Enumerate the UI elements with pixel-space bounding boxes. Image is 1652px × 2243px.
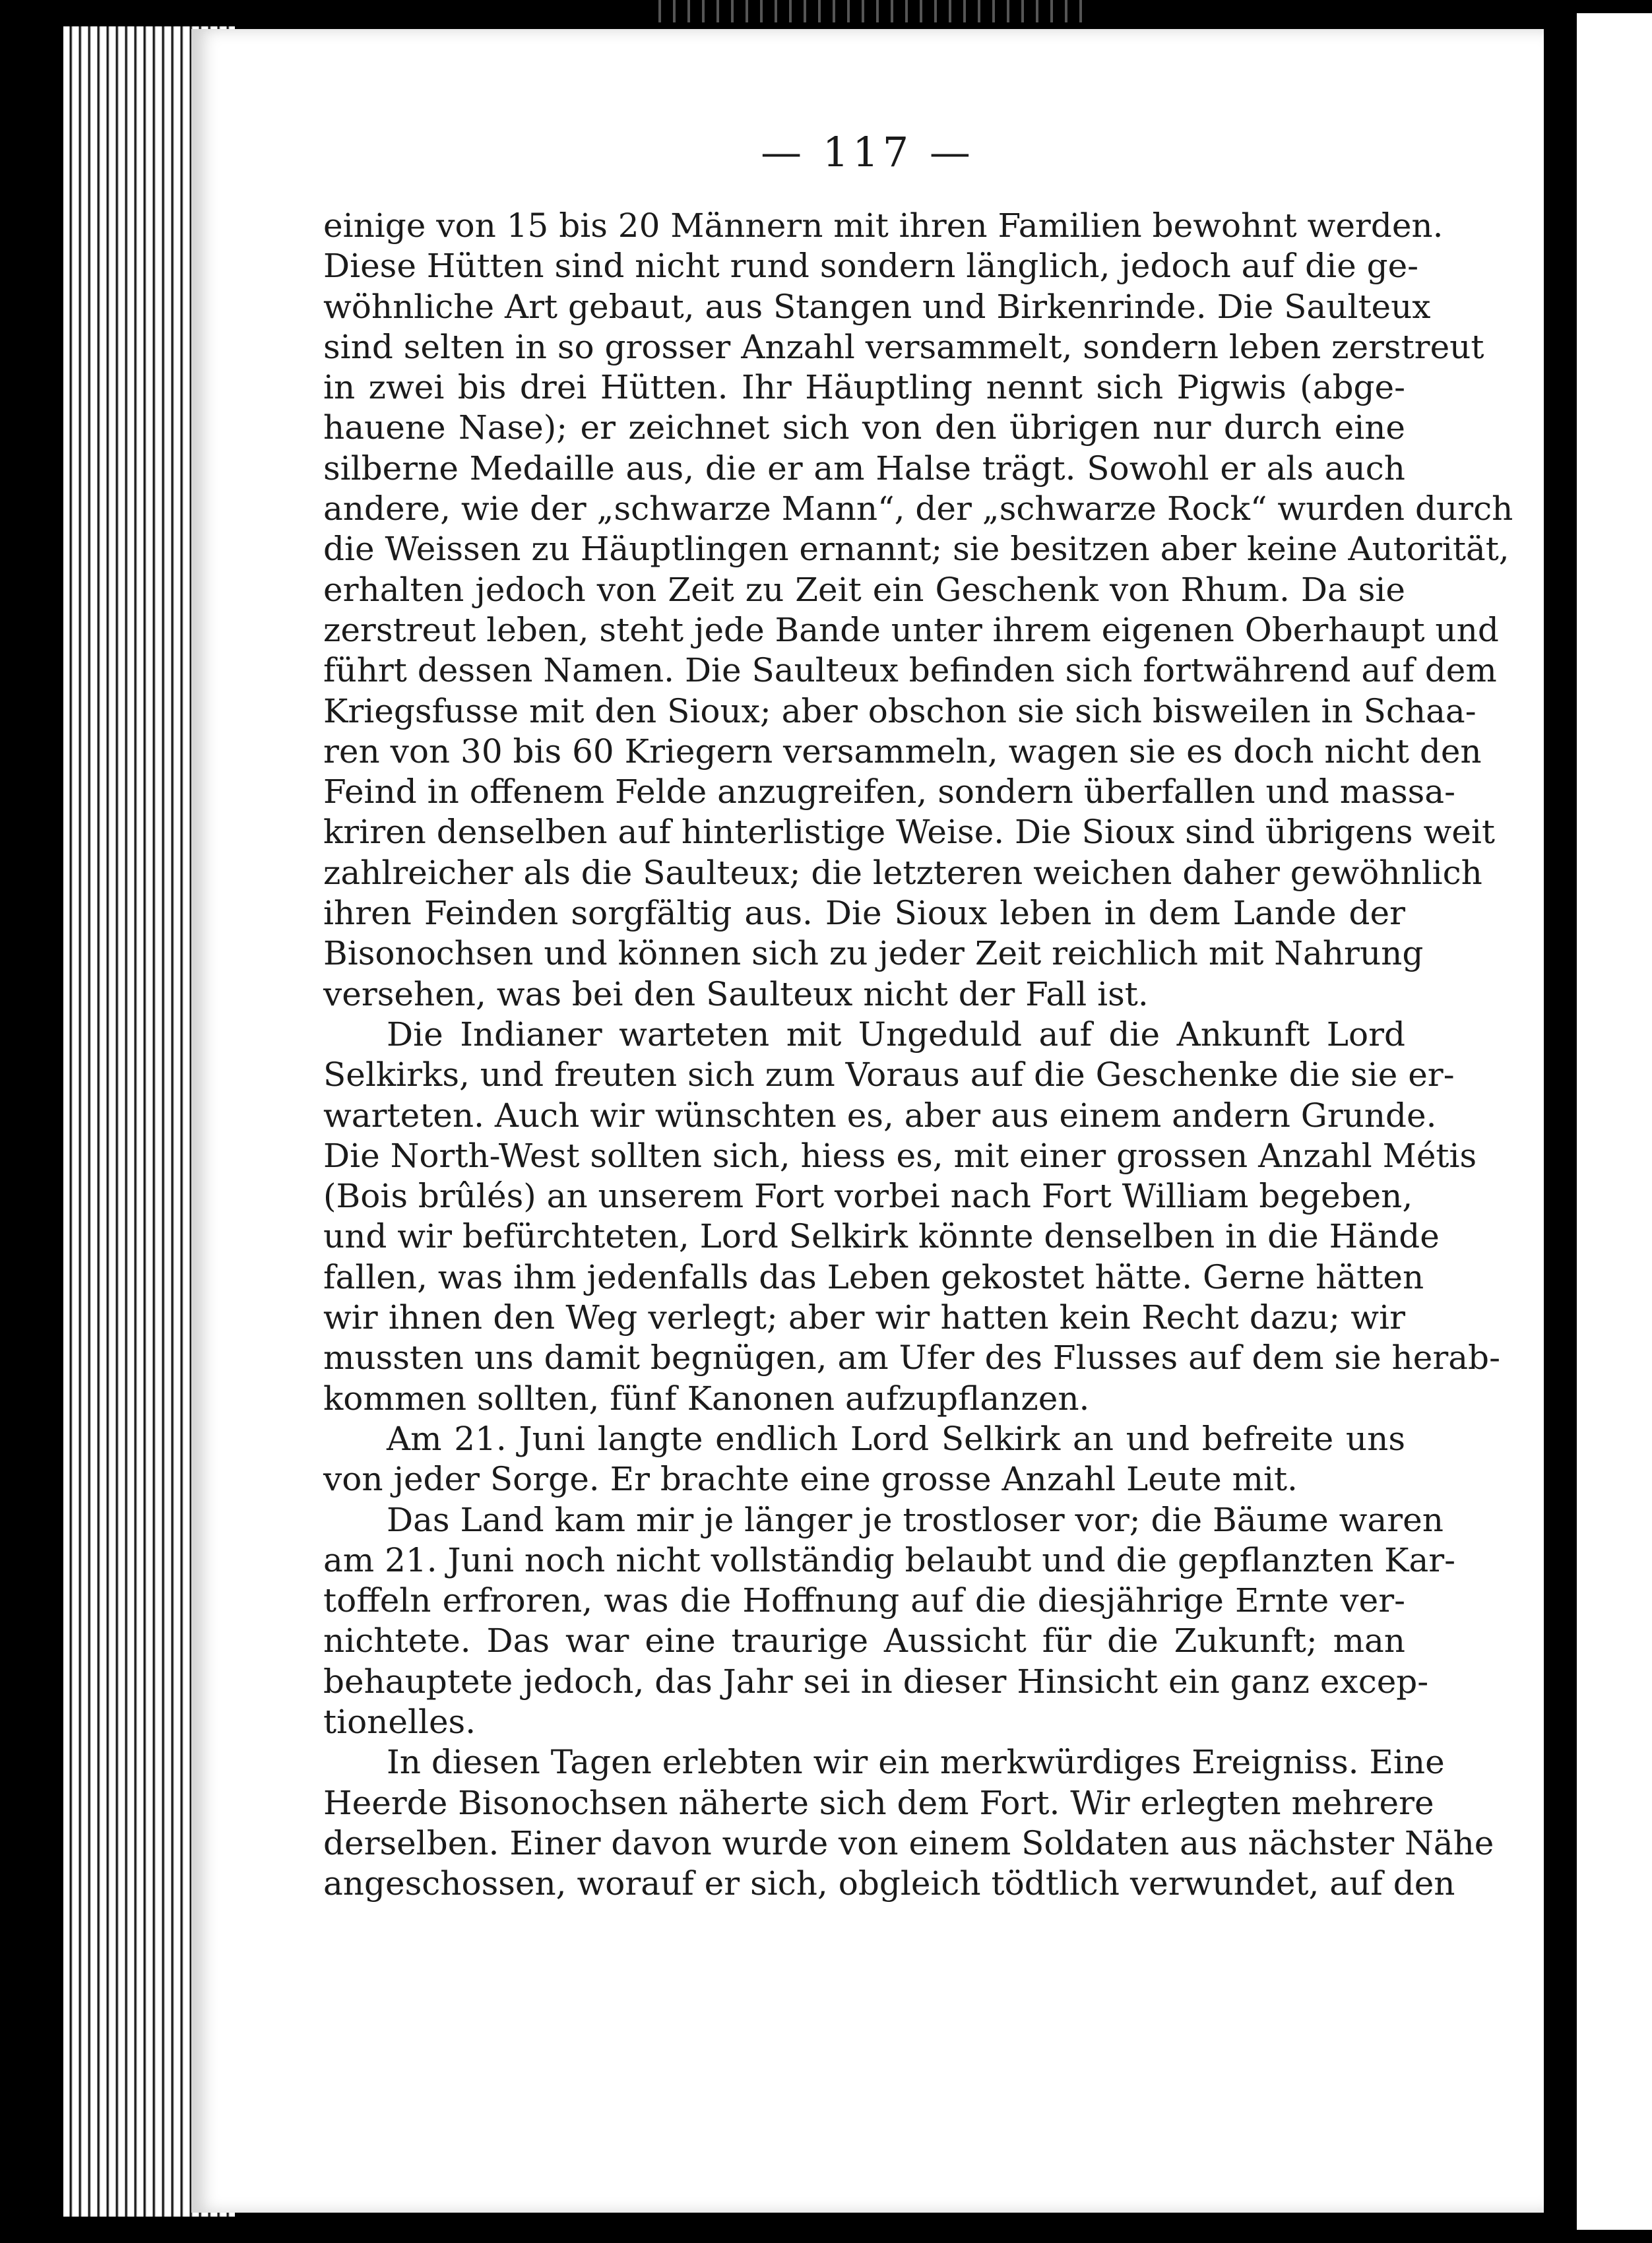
text-line: Diese Hütten sind nicht rund sondern länglich, jedoch auf die ge- xyxy=(323,247,1419,286)
text-line: nichtete. Das war eine traurige Aussicht für die Zukunft; man xyxy=(323,1622,1405,1660)
text-line: am 21. Juni noch nicht vollständig belaubt und die gepflanzten Kar- xyxy=(323,1540,1456,1579)
text-line: Das Land kam mir je länger je trostloser vor; die Bäume waren xyxy=(387,1500,1444,1539)
text-line: In diesen Tagen erlebten wir ein merkwürdiges Ereigniss. Eine xyxy=(387,1743,1445,1782)
text-line: Die North-West sollten sich, hiess es, mit einer grossen Anzahl Métis xyxy=(323,1136,1477,1175)
text-line: Selkirks, und freuten sich zum Voraus auf die Geschenke die sie er- xyxy=(323,1056,1455,1094)
text-line: warteten. Auch wir wünschten es, aber aus einem andern Grunde. xyxy=(323,1096,1437,1135)
text-line: hauene Nase); er zeichnet sich von den übrigen nur durch eine xyxy=(323,408,1405,447)
text-line: (Bois brûlés) an unserem Fort vorbei nach Fort William begeben, xyxy=(323,1177,1413,1216)
text-line: Am 21. Juni langte endlich Lord Selkirk an und befreite uns xyxy=(387,1419,1405,1458)
text-line: andere, wie der „schwarze Mann“, der „schwarze Rock“ wurden durch xyxy=(323,490,1513,528)
text-line: wir ihnen den Weg verlegt; aber wir hatten kein Recht dazu; wir xyxy=(323,1298,1405,1337)
text-line: Feind in offenem Felde anzugreifen, sondern überfallen und massa- xyxy=(323,773,1455,811)
text-line: zahlreicher als die Saulteux; die letzteren weichen daher gewöhnlich xyxy=(323,853,1482,892)
text-line: Die Indianer warteten mit Ungeduld auf die Ankunft Lord xyxy=(387,1015,1405,1054)
text-line: versehen, was bei den Saulteux nicht der Fall ist. xyxy=(323,974,1149,1013)
paragraph xyxy=(323,1015,1500,1419)
text-line: Kriegsfusse mit den Sioux; aber obschon sie sich bisweilen in Schaa- xyxy=(323,691,1477,730)
text-line: kommen sollten, fünf Kanonen aufzupflanzen. xyxy=(323,1379,1090,1418)
text-line: wöhnliche Art gebaut, aus Stangen und Birkenrinde. Die Saulteux xyxy=(323,287,1431,326)
text-line: tionelles. xyxy=(323,1702,476,1741)
book-binding-top xyxy=(647,0,1082,22)
page-text xyxy=(323,206,1513,1904)
paragraph xyxy=(323,1419,1405,1500)
text-line: behauptete jedoch, das Jahr sei in dieser Hinsicht ein ganz excep- xyxy=(323,1662,1429,1701)
text-line: Heerde Bisonochsen näherte sich dem Fort. Wir erlegten mehrere xyxy=(323,1783,1434,1822)
text-line: zerstreut leben, steht jede Bande unter ihrem eigenen Oberhaupt und xyxy=(323,610,1499,649)
text-line: kriren denselben auf hinterlistige Weise. Die Sioux sind übrigens weit xyxy=(323,813,1495,852)
text-line: ren von 30 bis 60 Kriegern versammeln, wagen sie es doch nicht den xyxy=(323,732,1482,771)
text-line: Bisonochsen und können sich zu jeder Zeit reichlich mit Nahrung xyxy=(323,934,1424,973)
text-line: einige von 15 bis 20 Männern mit ihren Familien bewohnt werden. xyxy=(323,206,1444,245)
text-line: von jeder Sorge. Er brachte eine grosse Anzahl Leute mit. xyxy=(323,1460,1298,1499)
text-line: derselben. Einer davon wurde von einem Soldaten aus nächster Nähe xyxy=(323,1823,1494,1862)
text-line: silberne Medaille aus, die er am Halse trägt. Sowohl er als auch xyxy=(323,449,1405,488)
page-number: — 117 — xyxy=(761,128,974,176)
text-line: mussten uns damit begnügen, am Ufer des Flusses auf dem sie herab- xyxy=(323,1339,1500,1377)
text-line: ihren Feinden sorgfältig aus. Die Sioux leben in dem Lande der xyxy=(323,894,1405,933)
text-line: und wir befürchteten, Lord Selkirk könnte denselben in die Hände xyxy=(323,1217,1440,1256)
text-line: fallen, was ihm jedenfalls das Leben gekostet hätte. Gerne hätten xyxy=(323,1257,1424,1296)
paragraph xyxy=(323,1742,1494,1904)
text-line: angeschossen, worauf er sich, obgleich tödtlich verwundet, auf den xyxy=(323,1864,1455,1903)
text-line: führt dessen Namen. Die Saulteux befinden sich fortwährend auf dem xyxy=(323,651,1497,690)
text-line: toffeln erfroren, was die Hoffnung auf die diesjährige Ernte ver- xyxy=(323,1581,1405,1620)
text-line: erhalten jedoch von Zeit zu Zeit ein Geschenk von Rhum. Da sie xyxy=(323,570,1405,609)
text-line: sind selten in so grosser Anzahl versammelt, sondern leben zerstreut xyxy=(323,327,1484,366)
facing-page-edge xyxy=(1550,13,1652,2230)
text-line: die Weissen zu Häuptlingen ernannt; sie besitzen aber keine Autorität, xyxy=(323,530,1509,569)
paragraph xyxy=(323,1500,1456,1743)
book-page xyxy=(191,29,1544,2213)
paragraph xyxy=(323,206,1513,1015)
text-line: in zwei bis drei Hütten. Ihr Häuptling nennt sich Pigwis (abge- xyxy=(323,368,1405,407)
